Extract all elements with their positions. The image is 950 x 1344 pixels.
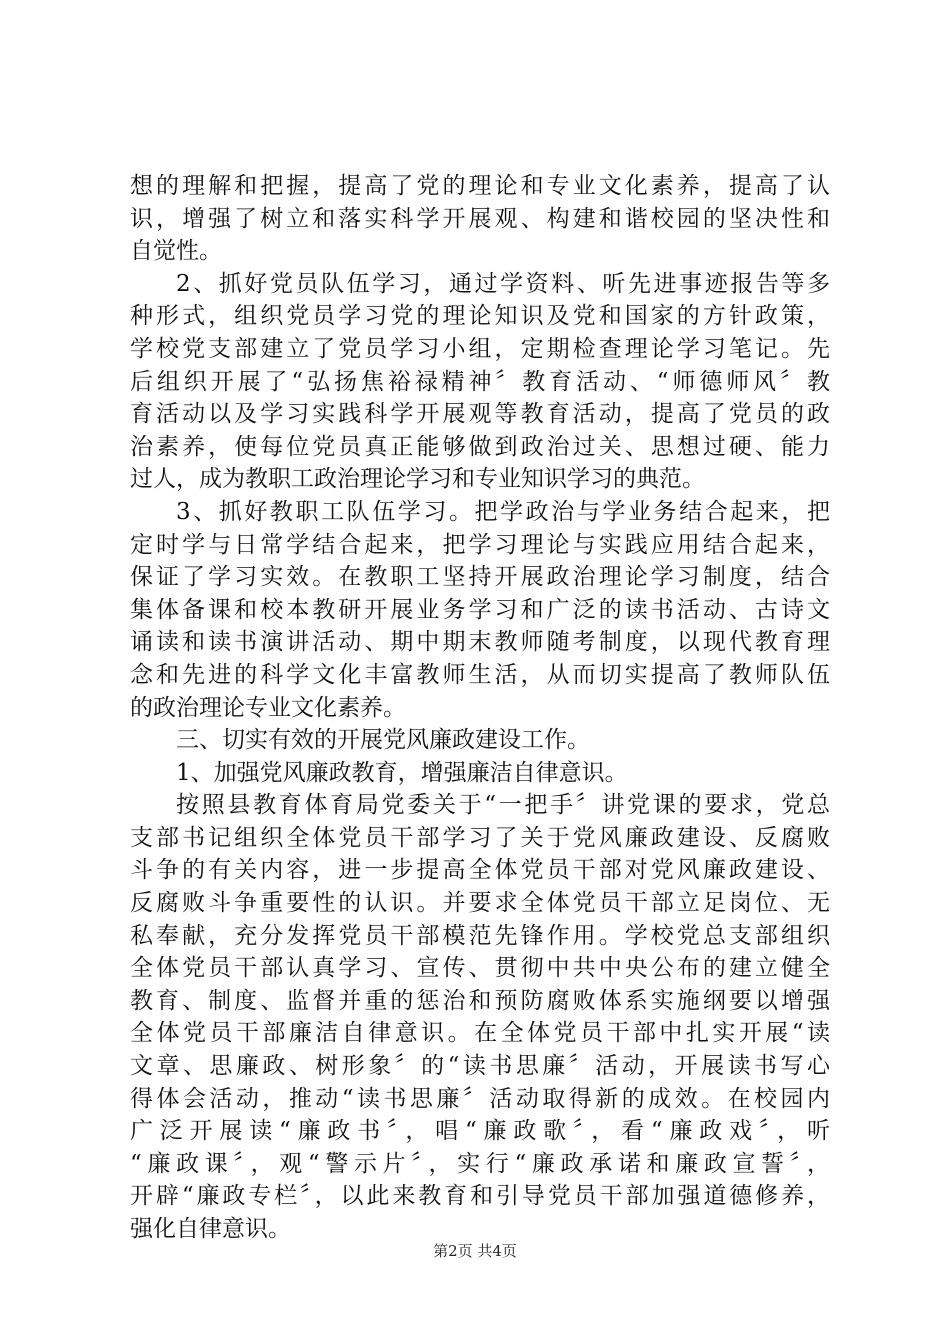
text-line: 诵读和读书演讲活动、期中期末教师随考制度，以现代教育理 <box>130 629 830 656</box>
text-line: 斗争的有关内容，进一步提高全体党员干部对党风廉政建设、 <box>130 857 830 884</box>
page-footer: 第2页 共4页 <box>433 1242 517 1260</box>
text-line: 支部书记组织全体党员干部学习了关于党风廉政建设、反腐败 <box>130 824 830 851</box>
text-line: 识，增强了树立和落实科学开展观、构建和谐校园的坚决性和 <box>130 205 830 232</box>
text-line: 全体党员干部认真学习、宣传、贯彻中共中央公布的建立健全 <box>130 955 830 982</box>
text-line: “廉政课〞，观“警示片〞，实行“廉政承诺和廉政宣誓〞， <box>130 1150 830 1177</box>
text-line: 后组织开展了“弘扬焦裕禄精神〞教育活动、“师德师风〞教 <box>130 368 830 395</box>
text-line: 种形式，组织党员学习党的理论知识及党和国家的方针政策， <box>130 303 830 330</box>
text-line: 保证了学习实效。在教职工坚持开展政治理论学习制度，结合 <box>130 564 830 591</box>
text-line: 强化自律意识。 <box>130 1216 291 1242</box>
document-body <box>130 170 830 1246</box>
text-line: 广泛开展读“廉政书〞，唱“廉政歌〞，看“廉政戏〞，听 <box>130 1118 830 1145</box>
text-line: 教育、制度、监督并重的惩治和预防腐败体系实施纲要以增强 <box>130 987 830 1014</box>
text-line: 3、抓好教职工队伍学习。把学政治与学业务结合起来，把 <box>176 498 830 525</box>
text-line: 私奉献，充分发挥党员干部模范先锋作用。学校党总支部组织 <box>130 922 830 949</box>
text-line: 治素养，使每位党员真正能够做到政治过关、思想过硬、能力 <box>130 433 830 460</box>
text-line: 学校党支部建立了党员学习小组，定期检查理论学习笔记。先 <box>130 335 830 362</box>
text-line: 自觉性。 <box>130 238 222 265</box>
text-line: 想的理解和把握，提高了党的理论和专业文化素养，提高了认 <box>130 173 830 199</box>
text-line: 集体备课和校本教研开展业务学习和广泛的读书活动、古诗文 <box>130 596 830 623</box>
text-line: 按照县教育体育局党委关于“一把手〞讲党课的要求，党总 <box>176 792 830 819</box>
text-line: 开辟“廉政专栏〞，以此来教育和引导党员干部加强道德修养， <box>130 1183 830 1210</box>
text-line: 三、切实有效的开展党风廉政建设工作。 <box>176 727 590 754</box>
text-line: 得体会活动，推动“读书思廉〞活动取得新的成效。在校园内 <box>130 1085 830 1112</box>
text-line: 1、加强党风廉政教育，增强廉洁自律意识。 <box>176 759 628 786</box>
text-line: 2、抓好党员队伍学习，通过学资料、听先进事迹报告等多 <box>176 270 830 297</box>
text-line: 全体党员干部廉洁自律意识。在全体党员干部中扎实开展“读 <box>130 1020 830 1047</box>
text-line: 反腐败斗争重要性的认识。并要求全体党员干部立足岗位、无 <box>130 890 830 917</box>
text-line: 文章、思廉政、树形象〞的“读书思廉〞活动，开展读书写心 <box>130 1053 830 1080</box>
text-line: 过人，成为教职工政治理论学习和专业知识学习的典范。 <box>130 466 705 493</box>
text-line: 念和先进的科学文化丰富教师生活，从而切实提高了教师队伍 <box>130 661 830 688</box>
text-line: 的政治理论专业文化素养。 <box>130 694 406 721</box>
text-line: 定时学与日常学结合起来，把学习理论与实践应用结合起来， <box>130 531 830 558</box>
text-line: 育活动以及学习实践科学开展观等教育活动，提高了党员的政 <box>130 401 830 428</box>
